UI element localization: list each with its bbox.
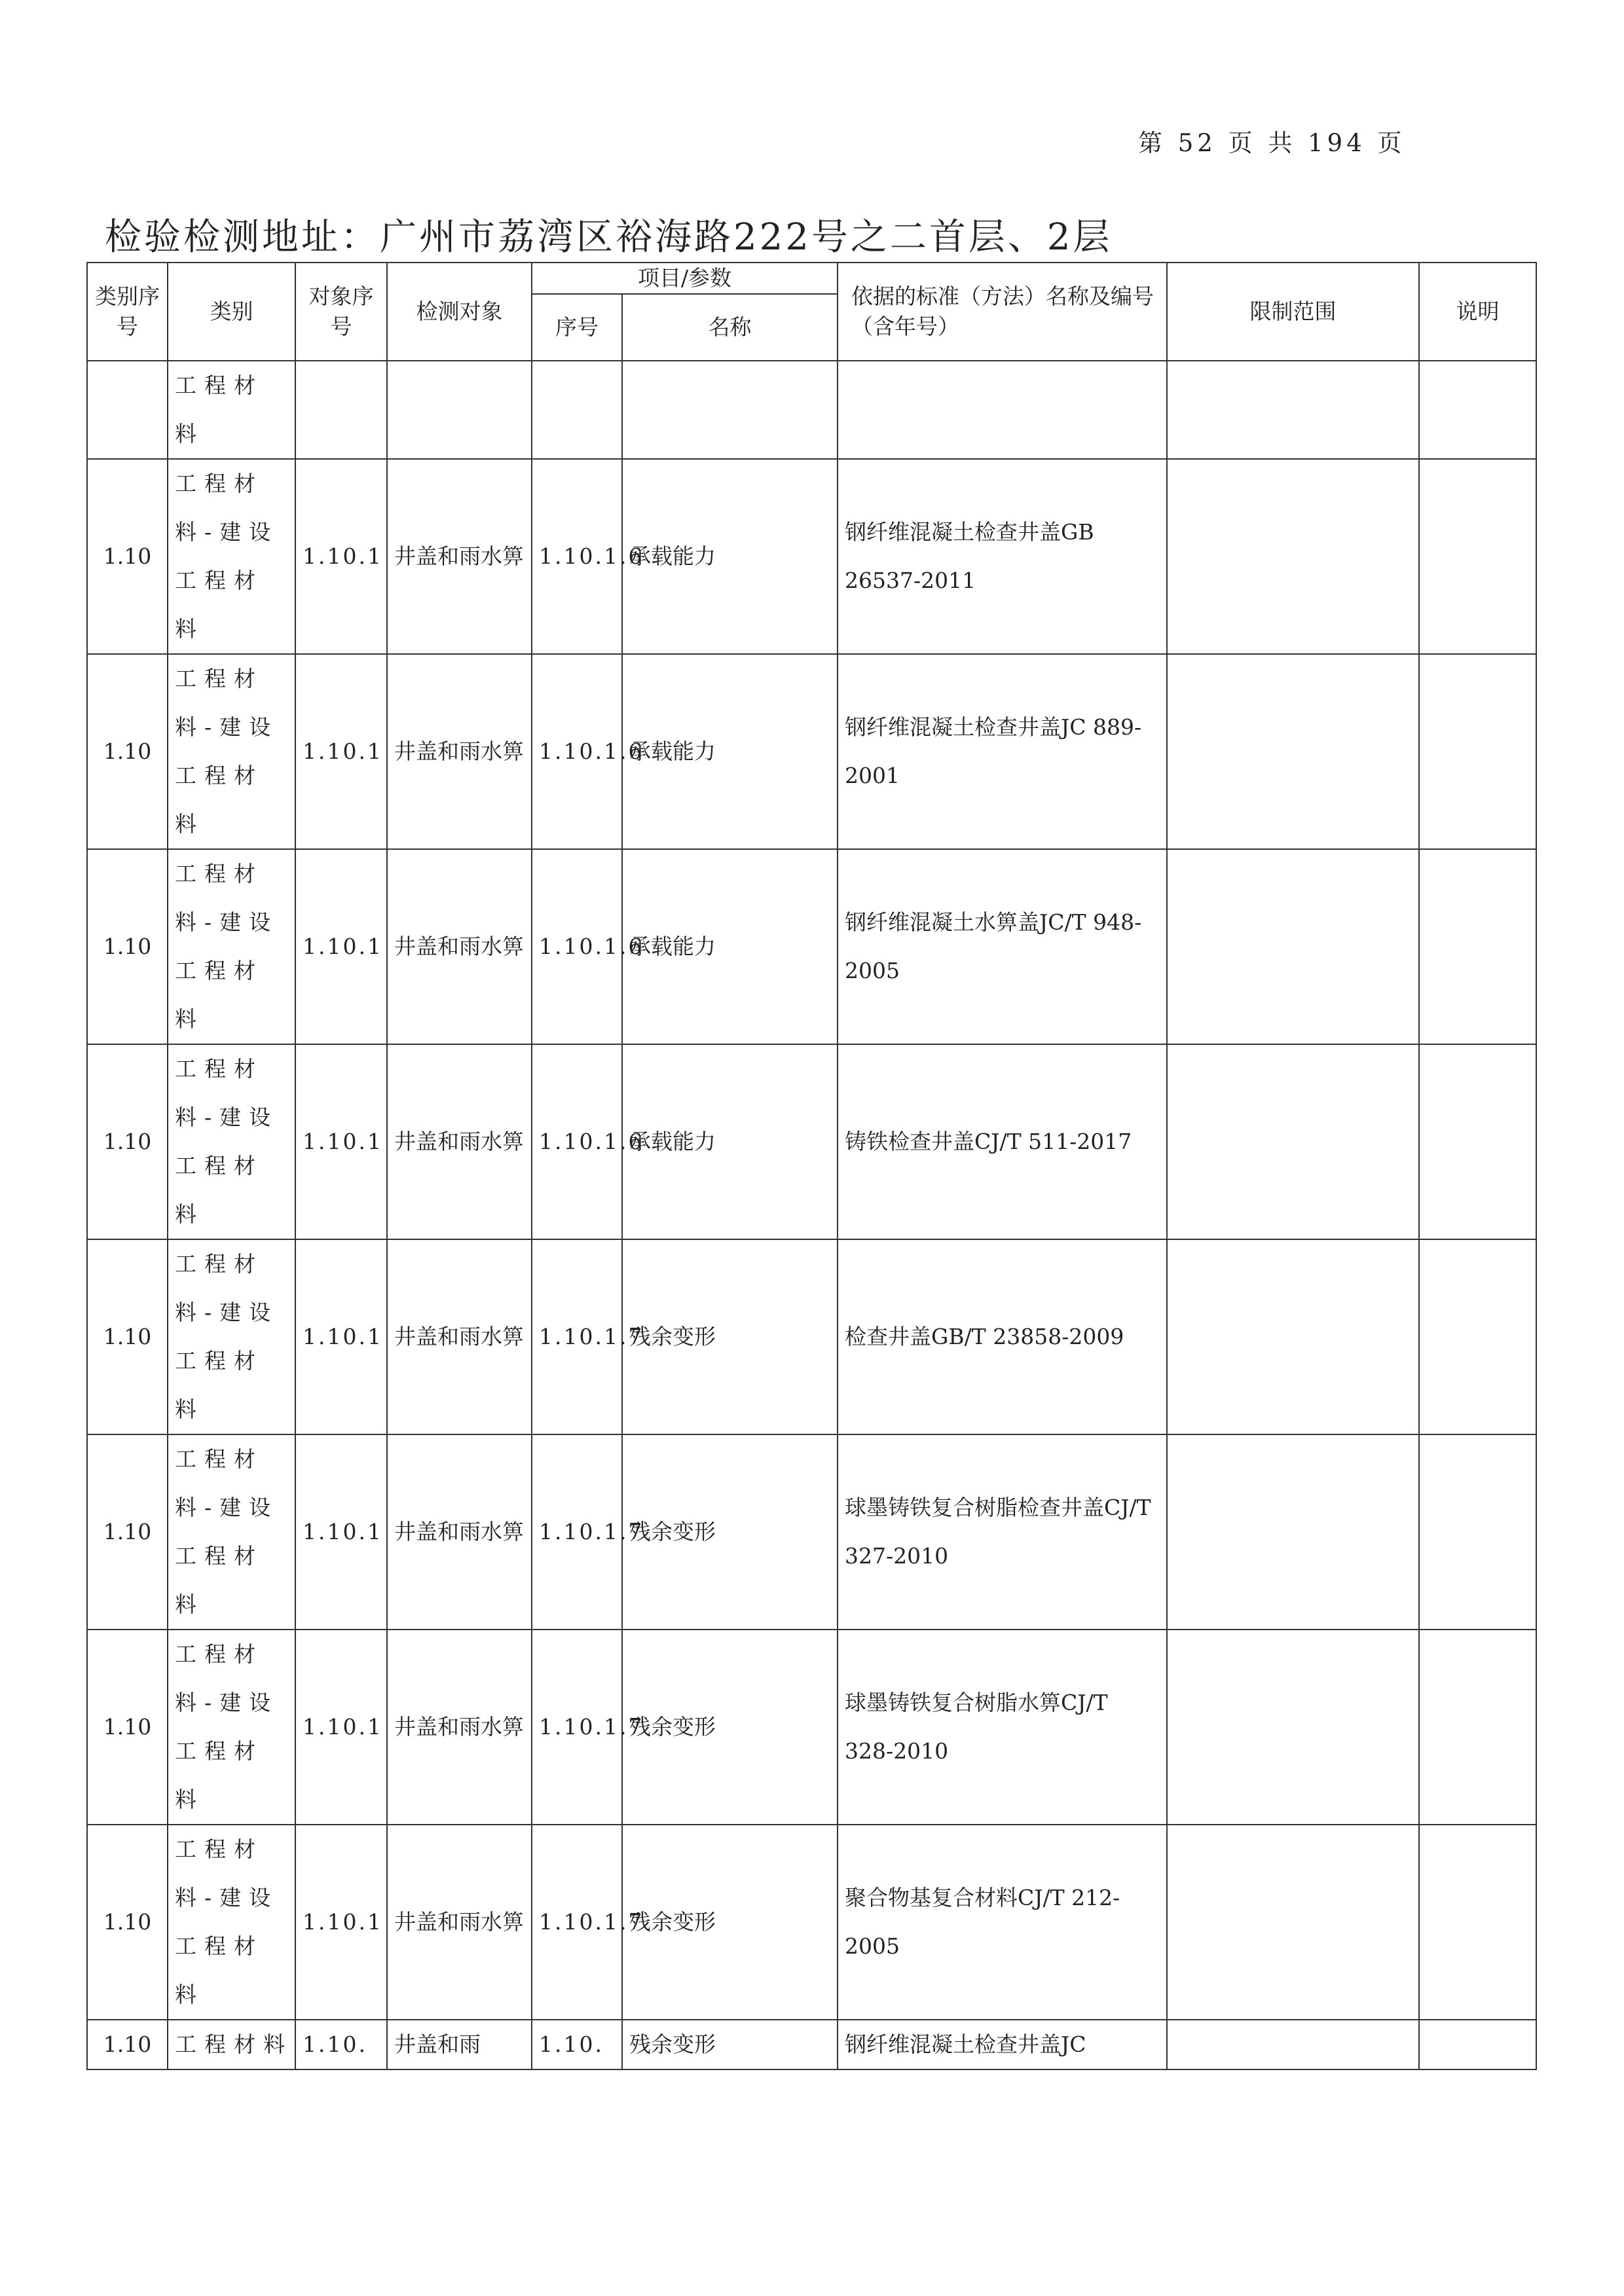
- item-seq-cell: 1.10.1.6: [532, 459, 622, 654]
- item-seq-cell: 1.10.: [532, 2020, 622, 2069]
- table-row: [87, 1239, 1536, 1434]
- testing-address: 检验检测地址：广州市荔湾区裕海路222号之二首层、2层: [105, 216, 1113, 259]
- object-seq-cell: 1.10.1: [295, 1630, 387, 1825]
- item-seq-cell: [532, 361, 622, 459]
- page-number: 第 52 页 共 194 页: [1138, 129, 1406, 157]
- header-note: 说明: [1419, 263, 1536, 361]
- table-row: [87, 1434, 1536, 1630]
- item-seq-cell: 1.10.1.6: [532, 849, 622, 1044]
- standard-cell: 钢纤维混凝土检查井盖GB 26537-2011: [838, 459, 1167, 654]
- object-cell: 井盖和雨水箅: [387, 1630, 532, 1825]
- object-seq-cell: 1.10.: [295, 2020, 387, 2069]
- limit-cell: [1167, 1825, 1419, 2020]
- item-name-cell: 残余变形: [622, 1239, 838, 1434]
- item-name-cell: 承载能力: [622, 459, 838, 654]
- item-seq-cell: 1.10.1.7: [532, 1239, 622, 1434]
- standard-cell: 聚合物基复合材料CJ/T 212-2005: [838, 1825, 1167, 2020]
- category-cell: 工程材料-建设工程材料: [168, 1239, 295, 1434]
- table-row: [87, 1630, 1536, 1825]
- category-cell: 工程材料-建设工程材料: [168, 459, 295, 654]
- object-cell: 井盖和雨水箅: [387, 1239, 532, 1434]
- category-seq-cell: 1.10: [87, 1434, 168, 1630]
- object-cell: 井盖和雨水箅: [387, 849, 532, 1044]
- table-row: [87, 459, 1536, 654]
- item-seq-cell: 1.10.1.7: [532, 1434, 622, 1630]
- note-cell: [1419, 1825, 1536, 2020]
- category-cell: 工程材料: [168, 361, 295, 459]
- header-item-seq: 序号: [532, 294, 622, 361]
- limit-cell: [1167, 654, 1419, 849]
- table-row: [87, 2020, 1536, 2069]
- item-name-cell: 残余变形: [622, 1630, 838, 1825]
- limit-cell: [1167, 1630, 1419, 1825]
- object-seq-cell: 1.10.1: [295, 654, 387, 849]
- scope-table: [86, 262, 1537, 2070]
- header-standard: 依据的标准（方法）名称及编号（含年号）: [838, 263, 1167, 361]
- item-name-cell: 残余变形: [622, 2020, 838, 2069]
- object-seq-cell: 1.10.1: [295, 1825, 387, 2020]
- category-cell: 工程材料-建设工程材料: [168, 1825, 295, 2020]
- table-row: [87, 1825, 1536, 2020]
- item-seq-cell: 1.10.1.7: [532, 1630, 622, 1825]
- object-seq-cell: 1.10.1: [295, 1434, 387, 1630]
- item-seq-cell: 1.10.1.7: [532, 1825, 622, 2020]
- header-item-name: 名称: [622, 294, 838, 361]
- header-category: 类别: [168, 263, 295, 361]
- table-row: [87, 849, 1536, 1044]
- item-name-cell: 承载能力: [622, 1044, 838, 1239]
- header-limit: 限制范围: [1167, 263, 1419, 361]
- standard-cell: 球墨铸铁复合树脂水箅CJ/T 328-2010: [838, 1630, 1167, 1825]
- category-cell: 工程材料-建设工程材料: [168, 654, 295, 849]
- object-cell: 井盖和雨水箅: [387, 1434, 532, 1630]
- standard-cell: 钢纤维混凝土检查井盖JC 889-2001: [838, 654, 1167, 849]
- limit-cell: [1167, 459, 1419, 654]
- standard-cell: 球墨铸铁复合树脂检查井盖CJ/T 327-2010: [838, 1434, 1167, 1630]
- limit-cell: [1167, 1434, 1419, 1630]
- limit-cell: [1167, 1044, 1419, 1239]
- category-cell: 工程材料-建设工程材料: [168, 849, 295, 1044]
- standard-cell: 钢纤维混凝土检查井盖JC: [838, 2020, 1167, 2069]
- object-seq-cell: 1.10.1: [295, 459, 387, 654]
- standard-cell: 检查井盖GB/T 23858-2009: [838, 1239, 1167, 1434]
- object-cell: 井盖和雨水箅: [387, 654, 532, 849]
- note-cell: [1419, 459, 1536, 654]
- category-seq-cell: 1.10: [87, 1044, 168, 1239]
- standard-cell: 钢纤维混凝土水箅盖JC/T 948-2005: [838, 849, 1167, 1044]
- item-name-cell: 残余变形: [622, 1434, 838, 1630]
- table-row: [87, 361, 1536, 459]
- category-cell: 工程材料-建设工程材料: [168, 1434, 295, 1630]
- note-cell: [1419, 1434, 1536, 1630]
- object-seq-cell: 1.10.1: [295, 849, 387, 1044]
- category-cell: 工程材料: [168, 2020, 295, 2069]
- note-cell: [1419, 849, 1536, 1044]
- category-cell: 工程材料-建设工程材料: [168, 1044, 295, 1239]
- item-name-cell: 承载能力: [622, 654, 838, 849]
- item-seq-cell: 1.10.1.6: [532, 1044, 622, 1239]
- header-item-group: 项目/参数: [532, 263, 838, 294]
- object-seq-cell: [295, 361, 387, 459]
- category-seq-cell: [87, 361, 168, 459]
- category-seq-cell: 1.10: [87, 459, 168, 654]
- item-name-cell: 残余变形: [622, 1825, 838, 2020]
- category-seq-cell: 1.10: [87, 2020, 168, 2069]
- table-row: [87, 654, 1536, 849]
- table-row: [87, 1044, 1536, 1239]
- object-cell: 井盖和雨水箅: [387, 1044, 532, 1239]
- header-category-seq: 类别序号: [87, 263, 168, 361]
- category-seq-cell: 1.10: [87, 654, 168, 849]
- limit-cell: [1167, 361, 1419, 459]
- object-cell: 井盖和雨水箅: [387, 1825, 532, 2020]
- limit-cell: [1167, 849, 1419, 1044]
- object-seq-cell: 1.10.1: [295, 1239, 387, 1434]
- header-object-seq: 对象序号: [295, 263, 387, 361]
- category-cell: 工程材料-建设工程材料: [168, 1630, 295, 1825]
- item-name-cell: [622, 361, 838, 459]
- object-cell: 井盖和雨水箅: [387, 459, 532, 654]
- category-seq-cell: 1.10: [87, 1239, 168, 1434]
- note-cell: [1419, 1044, 1536, 1239]
- category-seq-cell: 1.10: [87, 1825, 168, 2020]
- object-cell: [387, 361, 532, 459]
- limit-cell: [1167, 2020, 1419, 2069]
- header-object: 检测对象: [387, 263, 532, 361]
- object-seq-cell: 1.10.1: [295, 1044, 387, 1239]
- note-cell: [1419, 1239, 1536, 1434]
- note-cell: [1419, 2020, 1536, 2069]
- note-cell: [1419, 1630, 1536, 1825]
- note-cell: [1419, 654, 1536, 849]
- object-cell: 井盖和雨: [387, 2020, 532, 2069]
- item-name-cell: 承载能力: [622, 849, 838, 1044]
- category-seq-cell: 1.10: [87, 1630, 168, 1825]
- standard-cell: [838, 361, 1167, 459]
- item-seq-cell: 1.10.1.6: [532, 654, 622, 849]
- limit-cell: [1167, 1239, 1419, 1434]
- standard-cell: 铸铁检查井盖CJ/T 511-2017: [838, 1044, 1167, 1239]
- category-seq-cell: 1.10: [87, 849, 168, 1044]
- note-cell: [1419, 361, 1536, 459]
